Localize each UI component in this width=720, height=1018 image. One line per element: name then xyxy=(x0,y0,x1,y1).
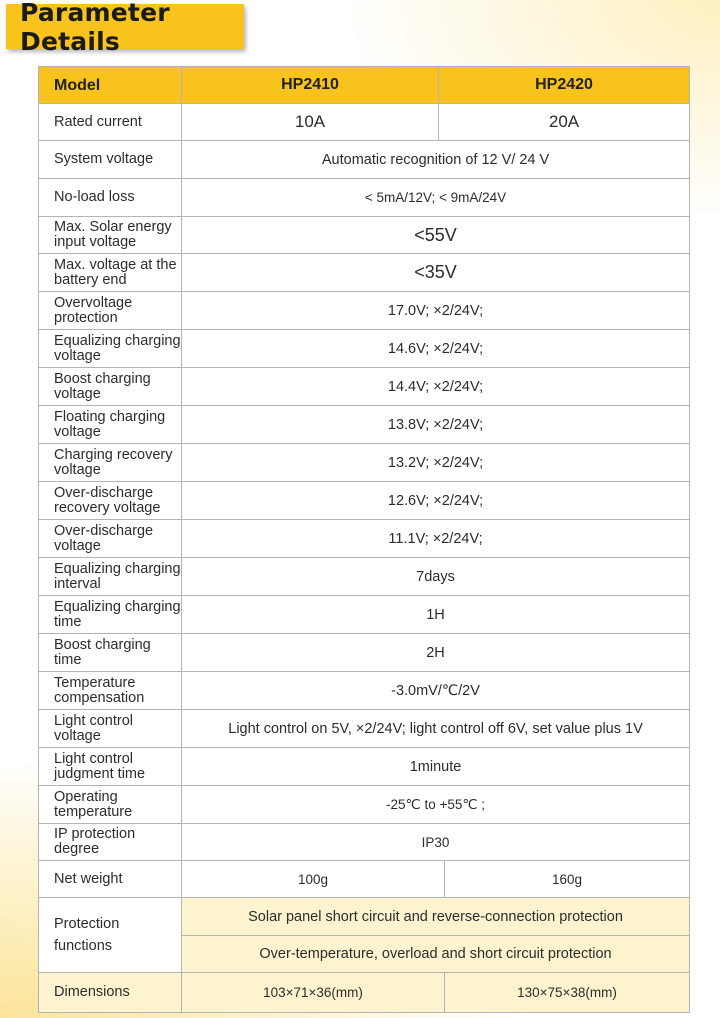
row-label: IP protection degree xyxy=(39,824,182,861)
page-title: Parameter Details xyxy=(20,0,170,56)
net-weight-hp2410: 100g xyxy=(182,861,445,898)
row-label: Rated current xyxy=(39,104,182,141)
row-label: Max. Solar energy input voltage xyxy=(39,217,182,254)
dimensions-hp2410: 103×71×36(mm) xyxy=(182,973,445,1013)
row-value: -25℃ to +55℃ ; xyxy=(182,786,690,824)
table-row xyxy=(39,330,690,368)
page-title-banner xyxy=(6,0,244,56)
table-row-net-weight xyxy=(39,861,690,898)
row-label: Equalizing charging time xyxy=(39,596,182,634)
table-row xyxy=(39,748,690,786)
row-value: 13.2V; ×2/24V; xyxy=(182,444,690,482)
row-label: Net weight xyxy=(39,861,182,898)
header-model-hp2410: HP2410 xyxy=(182,67,439,104)
row-value: <55V xyxy=(182,217,690,254)
row-label: Charging recovery voltage xyxy=(39,444,182,482)
table-row xyxy=(39,672,690,710)
table-row xyxy=(39,786,690,824)
row-value: 1minute xyxy=(182,748,690,786)
row-label: Equalizing charging voltage xyxy=(39,330,182,368)
row-label: Light control judgment time xyxy=(39,748,182,786)
row-value: 2H xyxy=(182,634,690,672)
rated-current-hp2420: 20A xyxy=(439,104,690,141)
table-row-dimensions xyxy=(39,973,690,1013)
table-row xyxy=(39,141,690,179)
table-row xyxy=(39,292,690,330)
row-label: Over-discharge voltage xyxy=(39,520,182,558)
row-value: 11.1V; ×2/24V; xyxy=(182,520,690,558)
table-row xyxy=(39,217,690,254)
row-value: < 5mA/12V; < 9mA/24V xyxy=(182,179,690,217)
row-label: Floating charging voltage xyxy=(39,406,182,444)
table-row xyxy=(39,406,690,444)
row-label: Light control voltage xyxy=(39,710,182,748)
table-header-row xyxy=(39,67,690,104)
row-value: Light control on 5V, ×2/24V; light control off 6V, set value plus 1V xyxy=(182,710,690,748)
header-model-label: Model xyxy=(39,67,182,104)
row-label: Over-discharge recovery voltage xyxy=(39,482,182,520)
row-value: Automatic recognition of 12 V/ 24 V xyxy=(182,141,690,179)
row-label: No-load loss xyxy=(39,179,182,217)
row-label: Operating temperature xyxy=(39,786,182,824)
row-label: Dimensions xyxy=(39,973,182,1013)
row-label: Overvoltage protection xyxy=(39,292,182,330)
table-row xyxy=(39,596,690,634)
row-value: 13.8V; ×2/24V; xyxy=(182,406,690,444)
table-row xyxy=(39,254,690,292)
row-value: <35V xyxy=(182,254,690,292)
row-label: Protection functions xyxy=(39,898,182,973)
table-row xyxy=(39,558,690,596)
row-value: 7days xyxy=(182,558,690,596)
parameter-table xyxy=(38,66,690,1013)
row-value: 14.4V; ×2/24V; xyxy=(182,368,690,406)
row-label: System voltage xyxy=(39,141,182,179)
row-label: Equalizing charging interval xyxy=(39,558,182,596)
table-row-rated-current xyxy=(39,104,690,141)
table-row xyxy=(39,634,690,672)
table-row xyxy=(39,482,690,520)
row-label: Temperature compensation xyxy=(39,672,182,710)
row-value: 14.6V; ×2/24V; xyxy=(182,330,690,368)
protection-line-2: Over-temperature, overload and short circuit protection xyxy=(182,936,690,973)
table-row xyxy=(39,710,690,748)
table-row xyxy=(39,824,690,861)
row-value: IP30 xyxy=(182,824,690,861)
row-label: Boost charging voltage xyxy=(39,368,182,406)
rated-current-hp2410: 10A xyxy=(182,104,439,141)
table-row xyxy=(39,179,690,217)
protection-line-1: Solar panel short circuit and reverse-connection protection xyxy=(182,898,690,936)
table-row xyxy=(39,444,690,482)
header-model-hp2420: HP2420 xyxy=(439,67,690,104)
net-weight-hp2420: 160g xyxy=(445,861,690,898)
dimensions-hp2420: 130×75×38(mm) xyxy=(445,973,690,1013)
table-row-protection xyxy=(39,898,690,936)
row-value: -3.0mV/℃/2V xyxy=(182,672,690,710)
row-label: Max. voltage at the battery end xyxy=(39,254,182,292)
row-value: 1H xyxy=(182,596,690,634)
row-label: Boost charging time xyxy=(39,634,182,672)
table-row xyxy=(39,520,690,558)
row-value: 17.0V; ×2/24V; xyxy=(182,292,690,330)
table-row xyxy=(39,368,690,406)
row-value: 12.6V; ×2/24V; xyxy=(182,482,690,520)
